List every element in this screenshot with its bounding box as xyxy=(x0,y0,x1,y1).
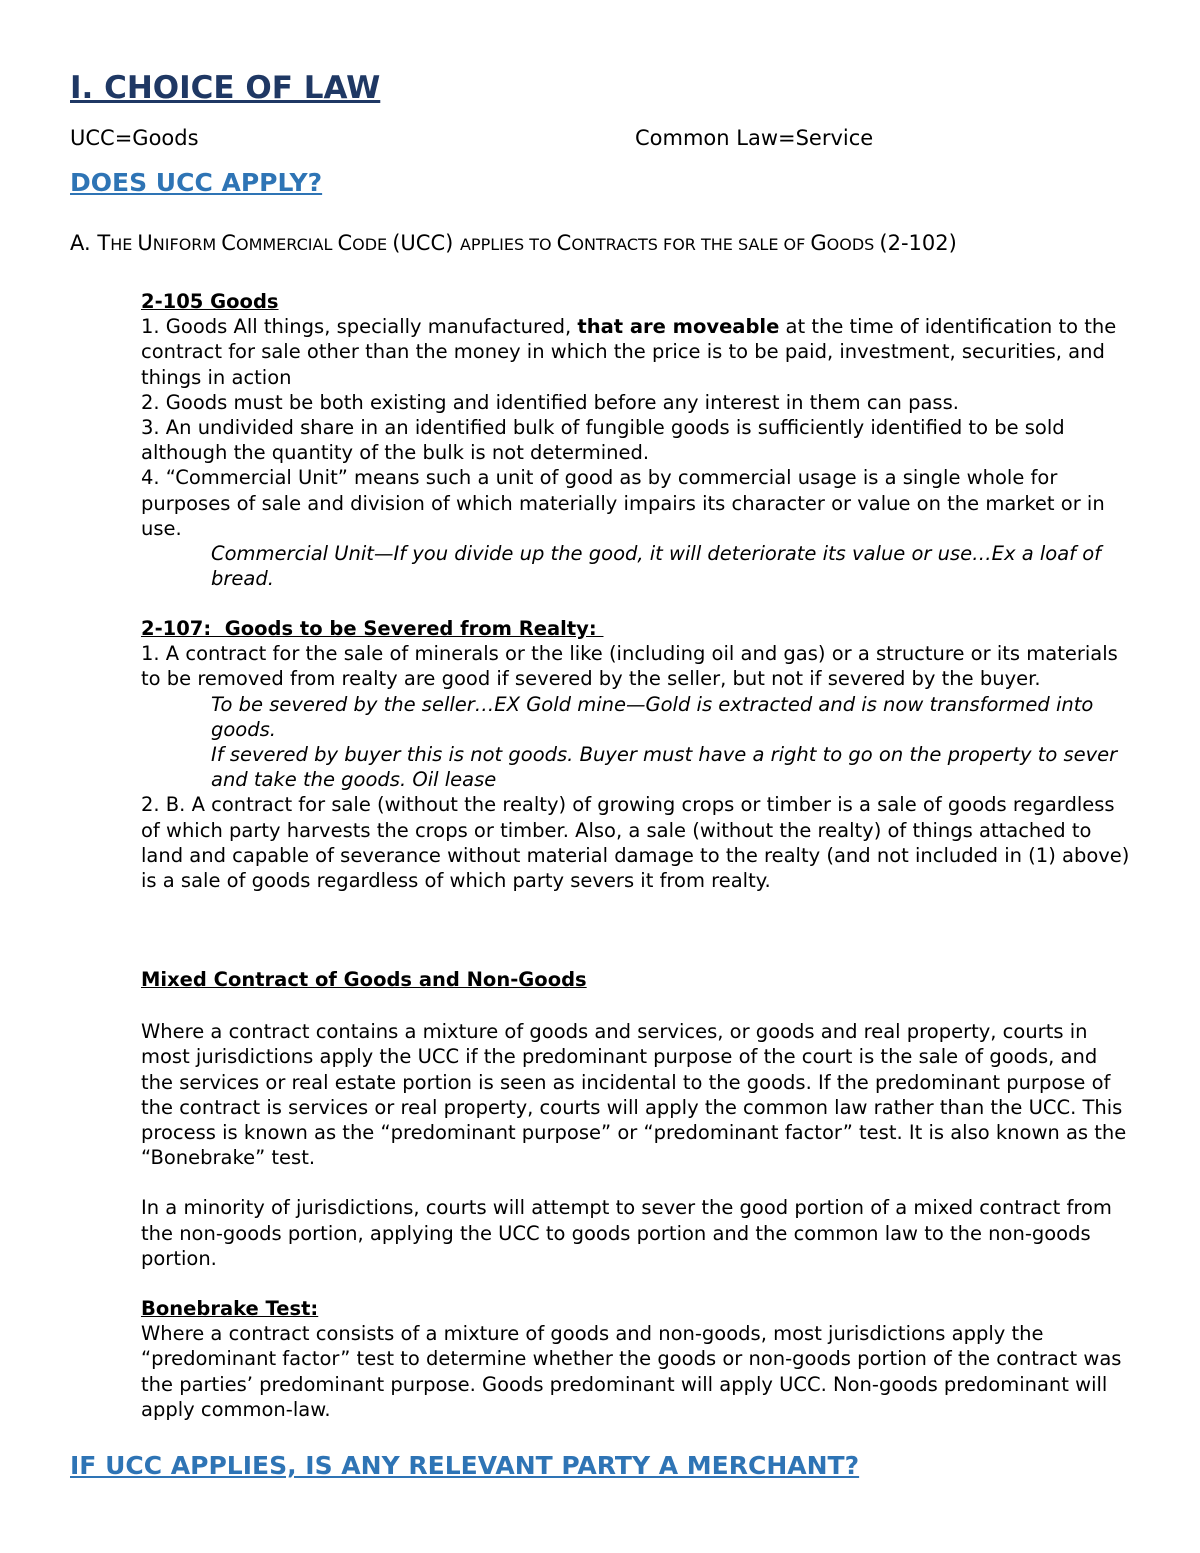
mixed-contract-para-1: Where a contract contains a mixture of goods and services, or goods and real property, courts in most jurisdictions apply the UCC if the predominant purpose of the court is the sale of goods, and the services or real estate portion is seen as incidental to the goods. If the predominant purpose of the contract is services or real property, courts will apply the common law rather than the UCC. This process is known as the “predominant purpose” or “predominant factor” test. It is also known as the “Bonebrake” test. xyxy=(141,1020,1127,1170)
severed-2107-title: 2-107: Goods to be Severed from Realty: xyxy=(141,617,604,640)
mixed-contract-title: Mixed Contract of Goods and Non-Goods xyxy=(141,968,587,991)
severed-2107-section xyxy=(141,616,1131,893)
goods-2105-item-3: 3. An undivided share in an identified bulk of fungible goods is sufficiently identified to be sold although the quantity of the bulk is not determined. xyxy=(141,416,1065,465)
goods-2105-section xyxy=(141,289,1131,591)
commercial-unit-note: Commercial Unit—If you divide up the good, it will deteriorate its value or use…Ex a loaf of bread. xyxy=(211,542,1102,591)
bonebrake-section xyxy=(141,1296,1131,1422)
section-a-heading: A. THE UNIFORM COMMERCIAL CODE (UCC) APPLIES TO CONTRACTS FOR THE SALE OF GOODS (2-102) xyxy=(70,231,957,255)
main-heading: I. CHOICE OF LAW xyxy=(70,70,381,106)
bonebrake-para: Where a contract consists of a mixture of goods and non-goods, most jurisdictions apply the “predominant factor” test to determine whether the goods or non-goods portion of the contract was the parties’ predominant purpose. Goods predominant will apply UCC. Non-goods predominant will apply common-law. xyxy=(141,1322,1122,1421)
goods-2105-item-2: 2. Goods must be both existing and identified before any interest in them can pass. xyxy=(141,390,959,414)
mixed-contract-para-2: In a minority of jurisdictions, courts will attempt to sever the good portion of a mixed contract from the non-goods portion, applying the UCC to goods portion and the common law to the non-goods portion. xyxy=(141,1196,1112,1270)
does-ucc-apply-heading: DOES UCC APPLY? xyxy=(70,168,323,197)
severed-2107-item-1: 1. A contract for the sale of minerals or the like (including oil and gas) or a structure or its materials to be removed from realty are good if severed by the seller, but not if severed by the buyer. xyxy=(141,642,1118,691)
severed-2107-item-2: 2. B. A contract for sale (without the realty) of growing crops or timber is a sale of goods regardless of which party harvests the crops or timber. Also, a sale (without the realty) of things attached to land and capable of severance without material damage to the realty (and not included in (1) above) is a sale of goods regardless of which party severs it from realty. xyxy=(141,793,1130,893)
goods-2105-item-1: 1. Goods All things, specially manufactured, that are moveable at the time of identification to the contract for sale other than the money in which the price is to be paid, investment, securities, and things in action xyxy=(141,315,1117,389)
bonebrake-title: Bonebrake Test: xyxy=(141,1297,319,1320)
goods-2105-item-4: 4. “Commercial Unit” means such a unit of good as by commercial usage is a single whole for purposes of sale and division of which materially impairs its character or value on the market or in use. xyxy=(141,466,1105,540)
severed-buyer-note: If severed by buyer this is not goods. Buyer must have a right to go on the property to sever and take the goods. Oil lease xyxy=(211,743,1118,792)
common-law-label: Common Law=Service xyxy=(635,126,874,150)
merchant-heading: IF UCC APPLIES, IS ANY RELEVANT PARTY A MERCHANT? xyxy=(70,1451,860,1480)
mixed-contract-section xyxy=(141,967,1131,1271)
severed-seller-note: To be severed by the seller…EX Gold mine—Gold is extracted and is now transformed into goods. xyxy=(211,692,1094,741)
goods-2105-title: 2-105 Goods xyxy=(141,290,279,313)
ucc-goods-label: UCC=Goods xyxy=(70,126,199,150)
